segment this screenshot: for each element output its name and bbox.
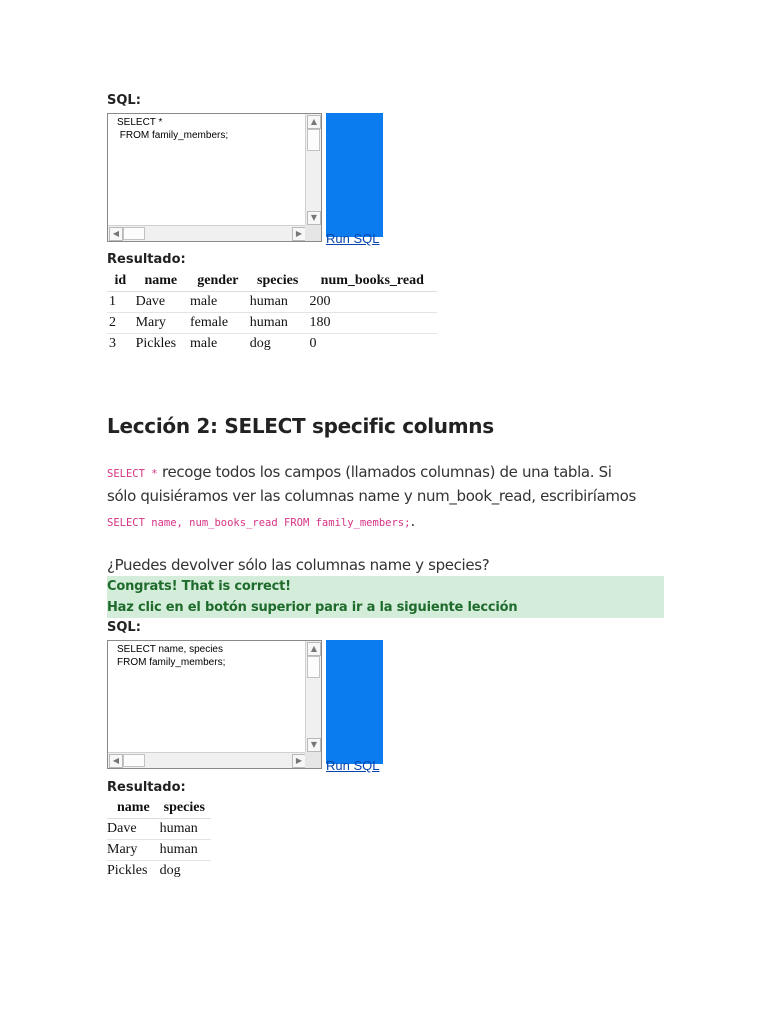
scroll-thumb[interactable]	[123, 227, 145, 240]
table-cell: male	[190, 336, 218, 351]
table-cell: Dave	[134, 292, 188, 313]
table-cell: Pickles	[107, 863, 148, 878]
inline-code: SELECT name, num_books_read FROM family_members;	[107, 517, 411, 529]
table-cell: female	[188, 313, 248, 334]
scroll-down-arrow-icon[interactable]: ▼	[307, 738, 321, 752]
scroll-left-arrow-icon[interactable]: ◀	[109, 227, 123, 241]
table-header-row	[107, 271, 437, 292]
table-cell: Pickles	[135, 336, 177, 351]
table-cell: human	[158, 819, 211, 840]
run-sql-bar[interactable]	[326, 113, 383, 237]
table-cell: 0	[309, 336, 317, 351]
run-sql-button[interactable]: Run SQL	[326, 758, 380, 773]
column-header: name	[134, 271, 188, 292]
sql-query-text[interactable]: SELECT * FROM family_members;	[117, 117, 229, 141]
result-label: Resultado:	[107, 252, 186, 267]
table-row	[107, 861, 211, 882]
success-line: Congrats! That is correct!	[107, 579, 291, 594]
column-header: num_books_read	[308, 271, 437, 292]
scroll-right-arrow-icon[interactable]: ▶	[292, 227, 306, 241]
scroll-left-arrow-icon[interactable]: ◀	[109, 754, 123, 768]
sql-editor[interactable]	[107, 113, 322, 242]
table-cell: Dave	[107, 819, 158, 840]
scrollbar-corner	[305, 225, 321, 241]
column-header: gender	[188, 271, 248, 292]
scroll-up-arrow-icon[interactable]: ▲	[307, 115, 321, 129]
scroll-thumb[interactable]	[123, 754, 145, 767]
table-cell: dog	[159, 863, 181, 878]
horizontal-scrollbar[interactable]	[108, 752, 307, 768]
success-line: Haz clic en el botón superior para ir a la siguiente lección	[107, 600, 518, 615]
column-header: id	[107, 271, 134, 292]
paragraph-text: recoge todos los campos (llamados columnas) de una tabla. Si	[157, 463, 612, 481]
table-row	[107, 840, 211, 861]
lesson-question: ¿Puedes devolver sólo las columnas name y species?	[107, 556, 490, 574]
lesson-paragraph-line2: sólo quisiéramos ver las columnas name y num_book_read, escribiríamos	[107, 487, 636, 505]
table-cell: Mary	[134, 313, 188, 334]
result-table	[107, 798, 211, 881]
scroll-thumb[interactable]	[307, 656, 320, 678]
table-cell: 180	[308, 313, 437, 334]
vertical-scrollbar[interactable]	[305, 114, 321, 226]
scroll-up-arrow-icon[interactable]: ▲	[307, 642, 321, 656]
run-sql-button[interactable]: Run SQL	[326, 231, 380, 246]
table-cell: 1	[107, 292, 134, 313]
table-row	[107, 292, 437, 313]
table-cell: human	[248, 292, 308, 313]
success-message	[107, 576, 664, 618]
table-header-row	[107, 798, 211, 819]
table-row	[107, 819, 211, 840]
result-label: Resultado:	[107, 780, 186, 795]
sql-editor[interactable]	[107, 640, 322, 769]
table-cell: human	[158, 840, 211, 861]
inline-code: SELECT *	[107, 468, 158, 480]
scroll-down-arrow-icon[interactable]: ▼	[307, 211, 321, 225]
table-cell: 200	[308, 292, 437, 313]
vertical-scrollbar[interactable]	[305, 641, 321, 753]
result-table	[107, 271, 437, 354]
lesson-paragraph-line3	[107, 512, 415, 530]
column-header: species	[158, 798, 211, 819]
table-cell: 2	[107, 313, 134, 334]
table-cell: human	[248, 313, 308, 334]
scroll-right-arrow-icon[interactable]: ▶	[292, 754, 306, 768]
scrollbar-corner	[305, 752, 321, 768]
table-cell: 3	[109, 336, 116, 351]
sql-label: SQL:	[107, 93, 141, 108]
sql-label: SQL:	[107, 620, 141, 635]
horizontal-scrollbar[interactable]	[108, 225, 307, 241]
sql-query-text[interactable]: SELECT name, species FROM family_members;	[117, 644, 226, 668]
lesson-paragraph-line1	[107, 463, 612, 481]
column-header: species	[248, 271, 308, 292]
table-row	[107, 313, 437, 334]
paragraph-text: .	[410, 512, 415, 530]
run-sql-bar[interactable]	[326, 640, 383, 764]
lesson-title: Lección 2: SELECT specific columns	[107, 414, 494, 438]
column-header: name	[107, 798, 158, 819]
table-cell: male	[188, 292, 248, 313]
table-cell: dog	[249, 336, 271, 351]
table-row	[107, 334, 437, 355]
scroll-thumb[interactable]	[307, 129, 320, 151]
table-cell: Mary	[107, 840, 158, 861]
